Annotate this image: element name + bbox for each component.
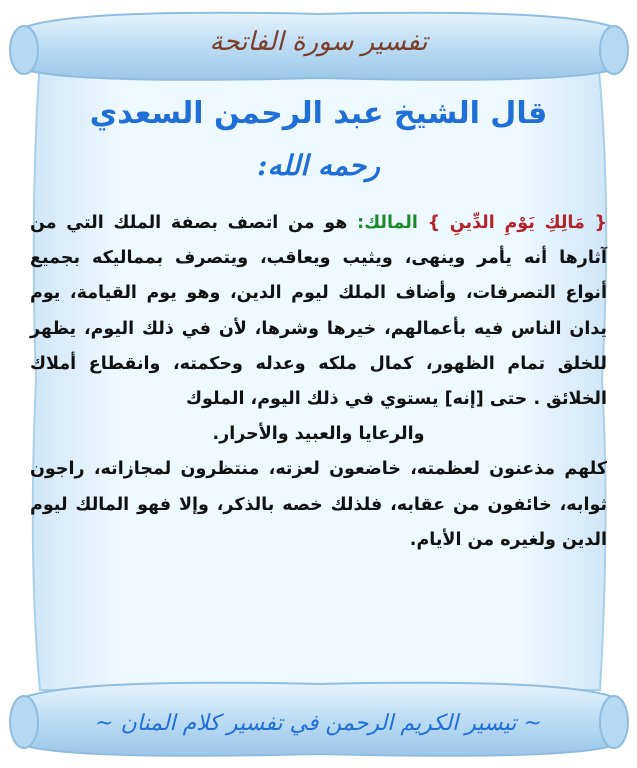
page-title: تفسير سورة الفاتحة bbox=[209, 27, 428, 57]
paragraph-2: كلهم مذعنون لعظمته، خاضعون لعزته، منتظرون لمجازاته، راجون ثوابه، خائفون من عقابه، فلذلك خصه بالذكر، وإلا فهو المالك ليوم الدين ولغيره من الأيام. bbox=[30, 459, 607, 550]
tafsir-body bbox=[30, 206, 607, 558]
source-footer: ~ تيسير الكريم الرحمن في تفسير كلام المنان ~ bbox=[95, 711, 542, 736]
paragraph-1-text: هو من اتصف بصفة الملك التي من آثارها أنه يأمر وينهى، ويثيب ويعاقب، ويتصرف بمماليكه بجميع أنواع التصرفات، وأضاف الملك ليوم الدين، وهو يوم القيامة، يوم يدان الناس فيه بأعمالهم، خيرها وشرها، لأن في ذلك اليوم، يظهر للخلق تمام الظهور، كمال ملكه وعدله وحكمته، وانقطاع أملاك الخلائق . حتى [إنه] يستوي في ذلك اليوم، الملوك bbox=[30, 213, 607, 410]
verse-text: { مَالِكِ يَوْمِ الدِّينِ } bbox=[427, 213, 607, 233]
author-heading: قال الشيخ عبد الرحمن السعدي bbox=[89, 96, 548, 131]
paragraph-1-end: والرعايا والعبيد والأحرار. bbox=[212, 424, 425, 445]
paragraph-1 bbox=[30, 206, 607, 417]
honorific-heading: رحمه الله: bbox=[257, 149, 380, 182]
term-label: المالك: bbox=[357, 213, 418, 233]
